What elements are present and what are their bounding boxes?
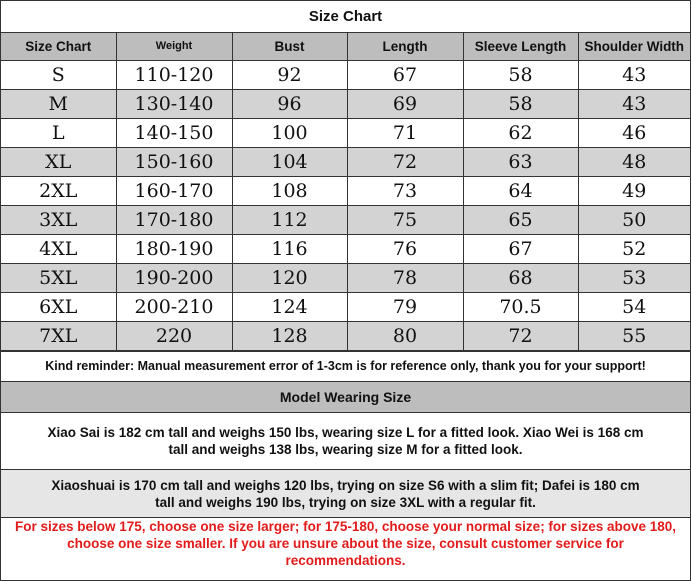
cell-size: 4XL: [1, 235, 116, 264]
cell-weight: 160-170: [116, 177, 232, 206]
cell-sleeve-length: 70.5: [463, 293, 578, 322]
col-header-bust: Bust: [232, 33, 347, 61]
cell-weight: 170-180: [116, 206, 232, 235]
cell-bust: 116: [232, 235, 347, 264]
cell-sleeve-length: 64: [463, 177, 578, 206]
col-header-sleeve-length: Sleeve Length: [463, 33, 578, 61]
cell-size: S: [1, 61, 116, 90]
cell-bust: 128: [232, 322, 347, 351]
cell-sleeve-length: 62: [463, 119, 578, 148]
cell-shoulder-width: 50: [578, 206, 690, 235]
cell-size: L: [1, 119, 116, 148]
table-row: [1, 322, 690, 351]
table-row: [1, 293, 690, 322]
cell-bust: 100: [232, 119, 347, 148]
cell-weight: 200-210: [116, 293, 232, 322]
cell-length: 67: [347, 61, 463, 90]
cell-sleeve-length: 72: [463, 322, 578, 351]
cell-size: M: [1, 90, 116, 119]
cell-length: 72: [347, 148, 463, 177]
cell-length: 78: [347, 264, 463, 293]
cell-size: 5XL: [1, 264, 116, 293]
model-description-2-text: Xiaoshuai is 170 cm tall and weighs 120 lbs, trying on size S6 with a slim fit; Dafei is 180 cm tall and weighs 190 lbs, trying on size 3XL with a regular fit.: [51, 477, 640, 510]
size-advice: [1, 517, 690, 569]
measurement-reminder: Kind reminder: Manual measurement error of 1-3cm is for reference only, thank you for your support!: [1, 351, 690, 381]
table-row: [1, 177, 690, 206]
cell-length: 73: [347, 177, 463, 206]
cell-shoulder-width: 48: [578, 148, 690, 177]
cell-sleeve-length: 58: [463, 61, 578, 90]
model-description-2: [1, 469, 690, 517]
col-header-shoulder-width: Shoulder Width: [578, 33, 690, 61]
cell-sleeve-length: 67: [463, 235, 578, 264]
cell-weight: 150-160: [116, 148, 232, 177]
cell-size: 3XL: [1, 206, 116, 235]
cell-bust: 112: [232, 206, 347, 235]
table-header-row: [1, 33, 690, 61]
cell-weight: 140-150: [116, 119, 232, 148]
chart-title: Size Chart: [1, 1, 690, 33]
cell-shoulder-width: 49: [578, 177, 690, 206]
cell-length: 80: [347, 322, 463, 351]
cell-bust: 120: [232, 264, 347, 293]
cell-size: 6XL: [1, 293, 116, 322]
model-description-1-text: Xiao Sai is 182 cm tall and weighs 150 lbs, wearing size L for a fitted look. Xiao Wei is 168 cm tall and weighs 138 lbs, wearing size M for a fitted look.: [47, 425, 644, 457]
size-advice-text: For sizes below 175, choose one size larger; for 175-180, choose your normal size; for sizes above 180, choose one size smaller. If you are unsure about the size, consult customer service for recommendations.: [15, 519, 676, 568]
col-header-size: Size Chart: [1, 33, 116, 61]
col-header-weight: Weight: [116, 33, 232, 61]
cell-bust: 96: [232, 90, 347, 119]
cell-shoulder-width: 43: [578, 61, 690, 90]
cell-weight: 190-200: [116, 264, 232, 293]
cell-sleeve-length: 65: [463, 206, 578, 235]
col-header-length: Length: [347, 33, 463, 61]
model-description-1: [1, 412, 690, 469]
cell-shoulder-width: 43: [578, 90, 690, 119]
table-row: [1, 148, 690, 177]
cell-bust: 108: [232, 177, 347, 206]
cell-sleeve-length: 58: [463, 90, 578, 119]
cell-shoulder-width: 46: [578, 119, 690, 148]
cell-weight: 220: [116, 322, 232, 351]
table-row: [1, 235, 690, 264]
cell-weight: 180-190: [116, 235, 232, 264]
size-table: [1, 33, 690, 351]
cell-shoulder-width: 52: [578, 235, 690, 264]
table-row: [1, 264, 690, 293]
cell-length: 75: [347, 206, 463, 235]
cell-length: 79: [347, 293, 463, 322]
cell-size: XL: [1, 148, 116, 177]
cell-weight: 130-140: [116, 90, 232, 119]
cell-bust: 104: [232, 148, 347, 177]
cell-shoulder-width: 55: [578, 322, 690, 351]
cell-sleeve-length: 63: [463, 148, 578, 177]
cell-length: 69: [347, 90, 463, 119]
cell-sleeve-length: 68: [463, 264, 578, 293]
cell-bust: 92: [232, 61, 347, 90]
cell-shoulder-width: 54: [578, 293, 690, 322]
cell-length: 71: [347, 119, 463, 148]
cell-size: 2XL: [1, 177, 116, 206]
cell-size: 7XL: [1, 322, 116, 351]
cell-shoulder-width: 53: [578, 264, 690, 293]
table-row: [1, 206, 690, 235]
table-row: [1, 119, 690, 148]
cell-bust: 124: [232, 293, 347, 322]
table-row: [1, 90, 690, 119]
cell-weight: 110-120: [116, 61, 232, 90]
cell-length: 76: [347, 235, 463, 264]
table-row: [1, 61, 690, 90]
model-wearing-heading: Model Wearing Size: [1, 381, 690, 412]
